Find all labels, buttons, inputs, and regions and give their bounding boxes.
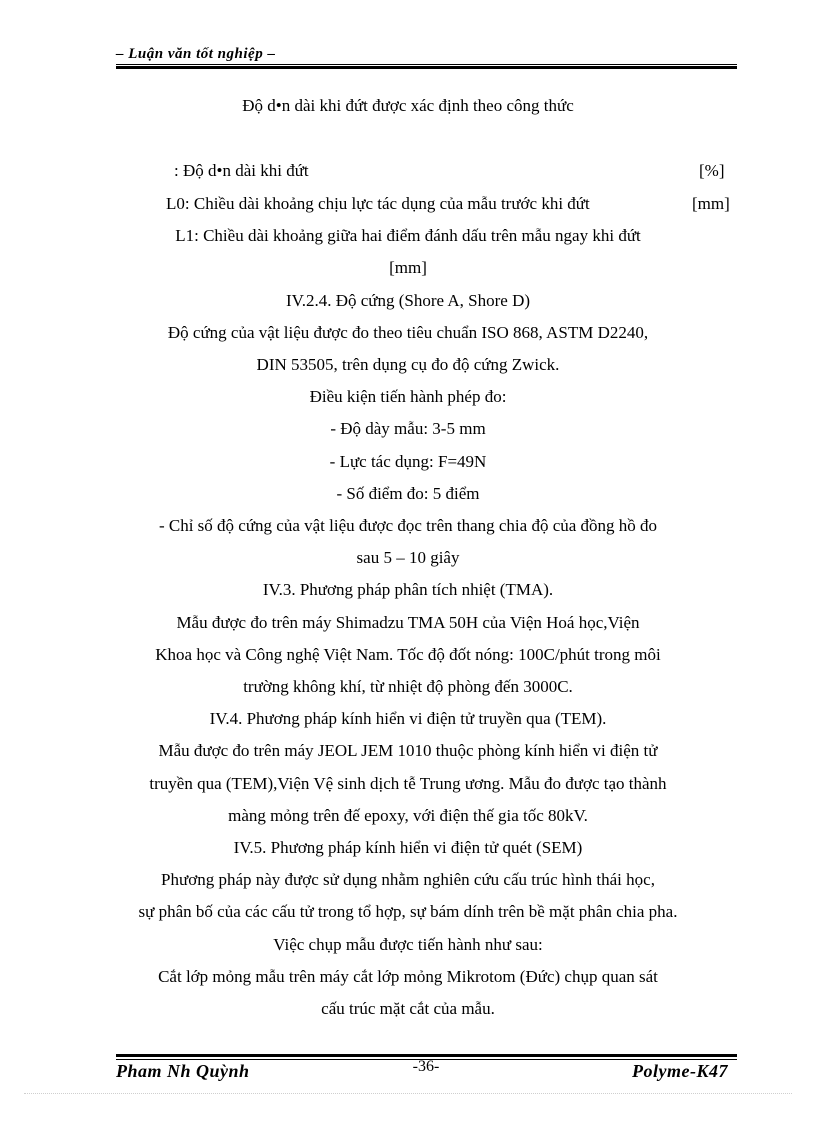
section-heading-sem: IV.5. Phương pháp kính hiển vi điện tử quét (SEM)	[233, 838, 583, 857]
definition-l0: L0: Chiều dài khoảng chịu lực tác dụng của mẫu trước khi đứt	[166, 194, 590, 213]
header-rule-thick	[116, 66, 737, 69]
paragraph-line: Cắt lớp mỏng mẫu trên máy cắt lớp mỏng Mikrotom (Đức) chụp quan sát	[158, 967, 658, 986]
page-boundary	[24, 1093, 792, 1094]
section-heading-tma: IV.3. Phương pháp phân tích nhiệt (TMA).	[262, 580, 554, 599]
paragraph-line: DIN 53505, trên dụng cụ đo độ cứng Zwick.	[256, 355, 560, 374]
list-item: - Độ dày mẫu: 3-5 mm	[330, 419, 486, 438]
page-number: -36-	[412, 1058, 440, 1075]
paragraph-line: sau 5 – 10 giây	[356, 548, 460, 567]
unit-mm-l1: [mm]	[389, 258, 427, 277]
unit-mm-l0: [mm]	[692, 194, 730, 213]
section-heading-hardness: IV.2.4. Độ cứng (Shore A, Shore D)	[285, 291, 531, 310]
list-item: - Chỉ số độ cứng của vật liệu được đọc trên thang chia độ của đồng hồ đo	[158, 516, 658, 535]
list-item: - Lực tác dụng: F=49N	[329, 452, 487, 471]
paragraph-line: cấu trúc mặt cắt của mẫu.	[321, 999, 495, 1018]
section-heading-tem: IV.4. Phương pháp kính hiển vi điện tử truyền qua (TEM).	[209, 709, 607, 728]
unit-percent: [%]	[699, 161, 725, 180]
running-header: – Luận văn tốt nghiệp –	[116, 46, 276, 62]
definition-l1: L1: Chiều dài khoảng giữa hai điểm đánh dấu trên mẫu ngay khi đứt	[175, 226, 641, 245]
footer-rule-thick	[116, 1054, 737, 1057]
paragraph-line: trường không khí, từ nhiệt độ phòng đến 3000C.	[243, 677, 573, 696]
paragraph-line: truyền qua (TEM),Viện Vệ sinh dịch tễ Trung ương. Mẫu đo được tạo thành	[149, 774, 667, 793]
paragraph-line: Điều kiện tiến hành phép đo:	[309, 387, 507, 406]
paragraph-line: Mẫu được đo trên máy Shimadzu TMA 50H của Viện Hoá học,Viện	[176, 613, 640, 632]
definition-elongation: : Độ d•n dài khi đứt	[174, 161, 309, 180]
paragraph-line: Phương pháp này được sử dụng nhằm nghiên cứu cấu trúc hình thái học,	[161, 870, 655, 889]
paragraph-line: Việc chụp mẫu được tiến hành như sau:	[273, 935, 543, 954]
paragraph-line: Khoa học và Công nghệ Việt Nam. Tốc độ đốt nóng: 100C/phút trong môi	[155, 645, 661, 664]
list-item: - Số điểm đo: 5 điểm	[336, 484, 480, 503]
footer-author: Pham Nh Quỳnh	[116, 1061, 250, 1081]
paragraph-line: sự phân bố của các cấu tử trong tổ hợp, sự bám dính trên bề mặt phân chia pha.	[138, 902, 678, 921]
paragraph-line: Độ cứng của vật liệu được đo theo tiêu chuẩn ISO 868, ASTM D2240,	[167, 323, 649, 342]
footer-volume: Polyme-K47	[632, 1061, 728, 1081]
header-rule-thin	[116, 64, 737, 65]
paragraph-line: màng mỏng trên đế epoxy, với điện thế gia tốc 80kV.	[228, 806, 588, 825]
paragraph-line: Mẫu được đo trên máy JEOL JEM 1010 thuộc phòng kính hiển vi điện tử	[158, 741, 658, 760]
formula-intro: Độ d•n dài khi đứt được xác định theo công thức	[242, 96, 574, 115]
